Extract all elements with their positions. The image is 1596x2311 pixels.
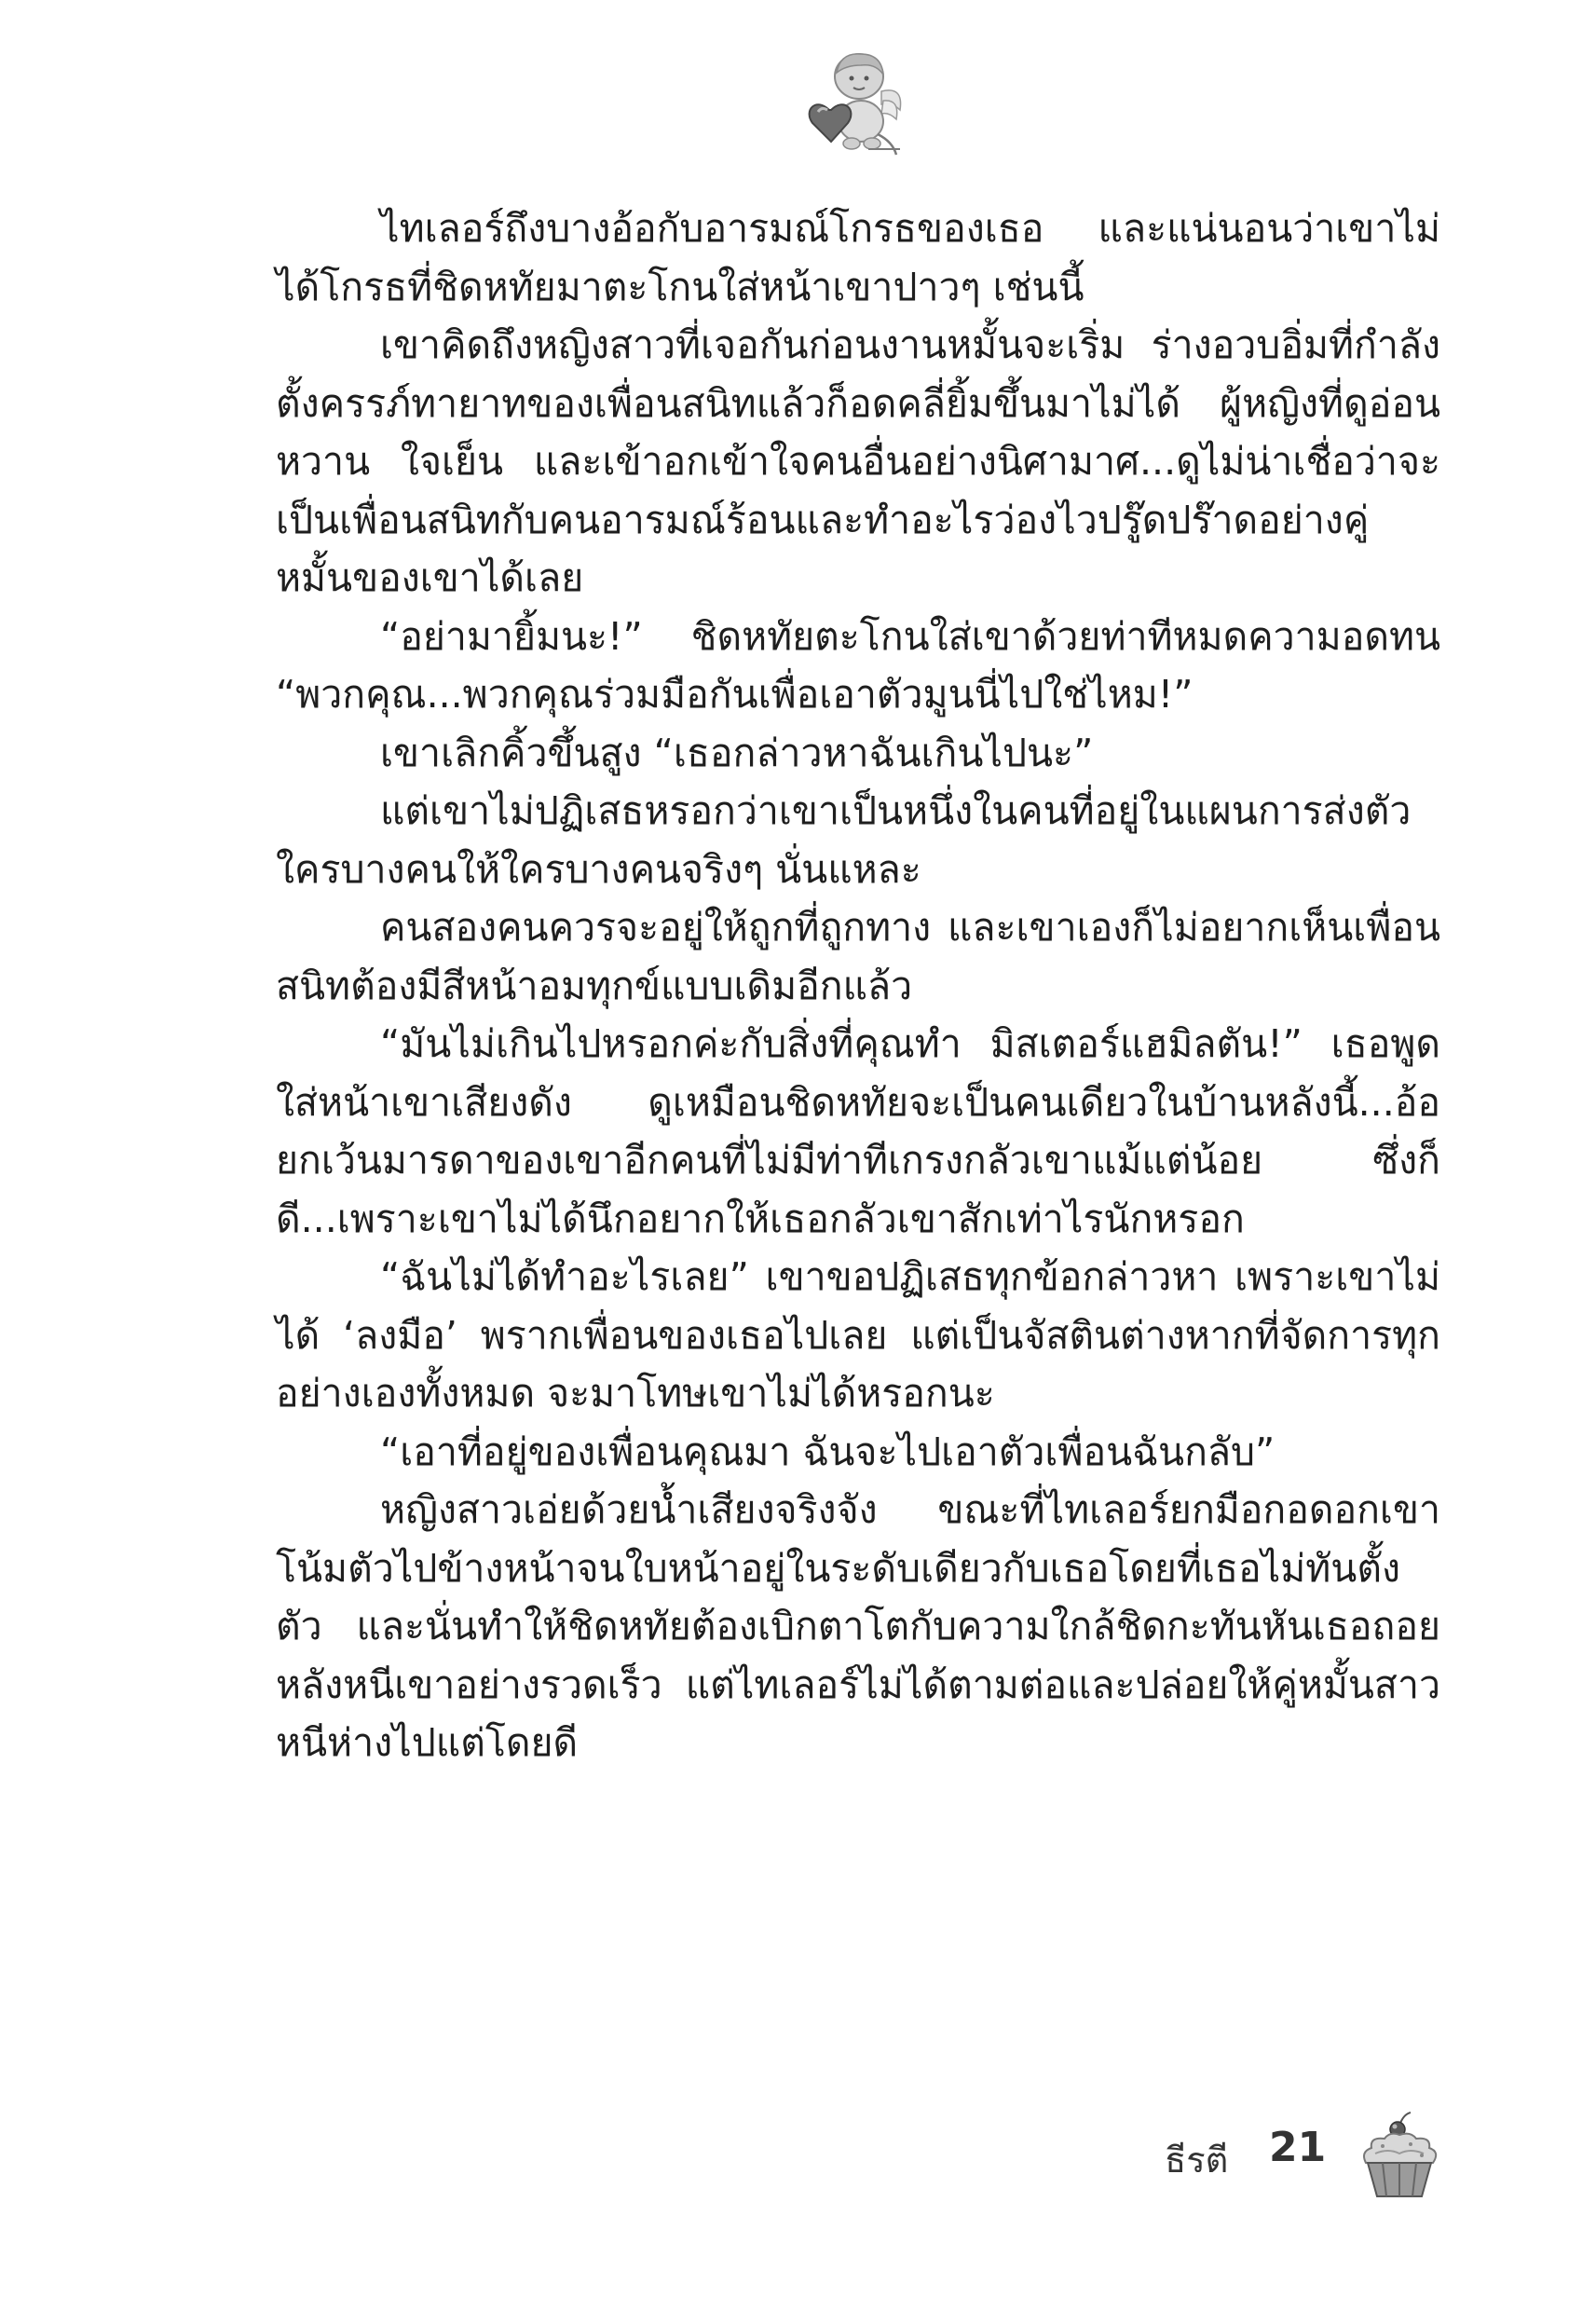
page-number: 21	[1269, 2124, 1327, 2171]
paragraph: ไทเลอร์ถึงบางอ้อกับอารมณ์โกรธของเธอ และแน่นอนว่าเขาไม่ได้โกรธที่ชิดหทัยมาตะโกนใส่หน้าเขาปาวๆ เช่นนี้	[276, 206, 1440, 309]
paragraph: เขาเลิกคิ้วขึ้นสูง “เธอกล่าวหาฉันเกินไปนะ”	[380, 730, 1094, 775]
footer-author: ธีรตี	[1165, 2140, 1229, 2181]
paragraph: “มันไม่เกินไปหรอกค่ะกับสิ่งที่คุณทำ มิสเตอร์แฮมิลตัน!” เธอพูดใส่หน้าเขาเสียงดัง ดูเหมือนชิดหทัยจะเป็นคนเดียวในบ้านหลังนี้...อ้อ ยกเว้นมารดาของเขาอีกคนที่ไม่มีท่าทีเกรงกลัวเขาแม้แต่น้อย ซึ่งก็ดี...เพราะเขาไม่ได้นึกอยากให้เธอกลัวเขาสักเท่าไรนักหรอก	[276, 1021, 1440, 1241]
paragraph: เขาคิดถึงหญิงสาวที่เจอกันก่อนงานหมั้นจะเริ่ม ร่างอวบอิ่มที่กำลังตั้งครรภ์ทายาทของเพื่อนสนิทแล้วก็อดคลี่ยิ้มขึ้นมาไม่ได้ ผู้หญิงที่ดูอ่อนหวาน ใจเย็น และเข้าอกเข้าใจคนอื่นอย่างนิศามาศ...ดูไม่น่าเชื่อว่าจะเป็นเพื่อนสนิทกับคนอารมณ์ร้อนและทำอะไรว่องไวปรู๊ดปร๊าดอย่างคู่หมั้นของเขาได้เลย	[276, 322, 1440, 600]
cupid-holding-heart-icon	[803, 45, 907, 158]
paragraph: แต่เขาไม่ปฏิเสธหรอกว่าเขาเป็นหนึ่งในคนที่อยู่ในแผนการส่งตัวใครบางคนให้ใครบางคนจริงๆ นั่นแหละ	[276, 788, 1412, 892]
paragraph: “เอาที่อยู่ของเพื่อนคุณมา ฉันจะไปเอาตัวเพื่อนฉันกลับ”	[380, 1429, 1275, 1474]
story-text	[276, 199, 1440, 1772]
paragraph: คนสองคนควรจะอยู่ให้ถูกที่ถูกทาง และเขาเองก็ไม่อยากเห็นเพื่อนสนิทต้องมีสีหน้าอมทุกข์แบบเดิมอีกแล้ว	[276, 905, 1440, 1008]
paragraph: หญิงสาวเอ่ยด้วยน้ำเสียงจริงจัง ขณะที่ไทเลอร์ยกมือกอดอกเขาโน้มตัวไปข้างหน้าจนใบหน้าอยู่ในระดับเดียวกับเธอโดยที่เธอไม่ทันตั้งตัว และนั่นทำให้ชิดหทัยต้องเบิกตาโตกับความใกล้ชิดกะทันหันเธอถอยหลังหนีเขาอย่างรวดเร็ว แต่ไทเลอร์ไม่ได้ตามต่อและปล่อยให้คู่หมั้นสาวหนีห่างไปแต่โดยดี	[276, 1487, 1440, 1765]
paragraph: “อย่ามายิ้มนะ!” ชิดหทัยตะโกนใส่เขาด้วยท่าทีหมดความอดทน “พวกคุณ...พวกคุณร่วมมือกันเพื่อเอาตัวมูนนี่ไปใช่ไหม!”	[276, 613, 1440, 717]
paragraph: “ฉันไม่ได้ทำอะไรเลย” เขาขอปฏิเสธทุกข้อกล่าวหา เพราะเขาไม่ได้ ‘ลงมือ’ พรากเพื่อนของเธอไปเลย แต่เป็นจัสตินต่างหากที่จัดการทุกอย่างเองทั้งหมด จะมาโทษเขาไม่ได้หรอกนะ	[276, 1254, 1440, 1415]
page-footer	[1165, 2111, 1444, 2195]
cupcake-icon	[1357, 2111, 1442, 2200]
